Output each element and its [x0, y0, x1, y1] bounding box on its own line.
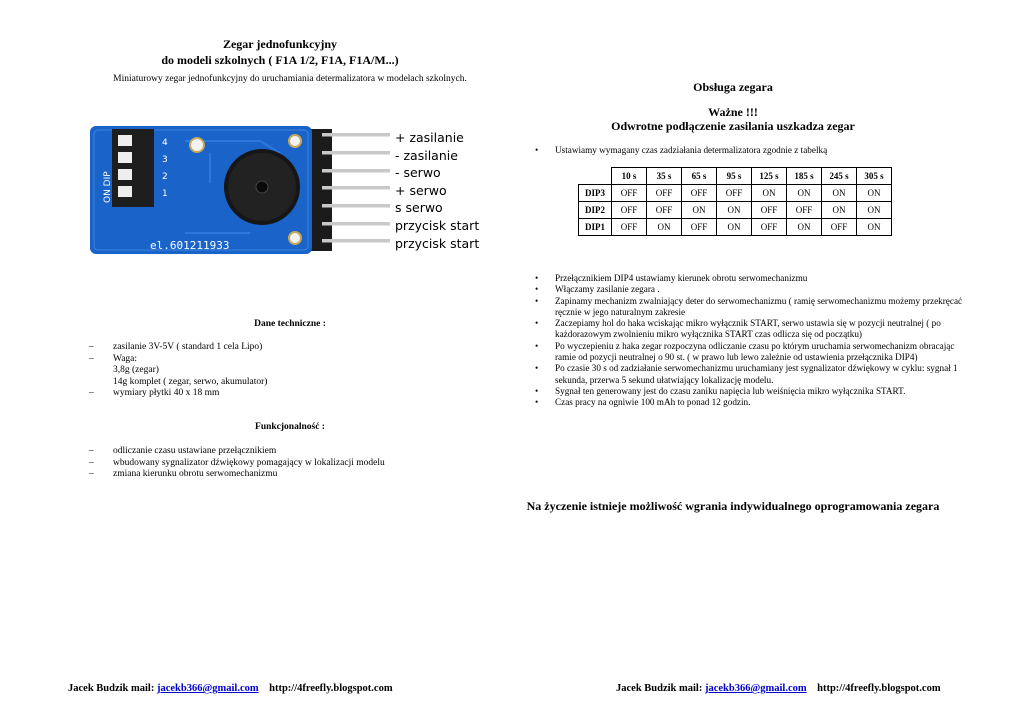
timer-board-photo [90, 123, 390, 256]
instruction-list [531, 273, 963, 409]
bullet-item: • Ustawiamy wymagany czas zadziałania determalizatora zgodnie z tabelką [531, 145, 951, 156]
table-header: 185 s [787, 168, 822, 185]
table-corner [579, 168, 612, 185]
table-cell: ON [822, 185, 857, 202]
footer-author: Jacek Budzik mail: [68, 683, 157, 694]
footer-author: Jacek Budzik mail: [616, 683, 705, 694]
footer-left [68, 683, 393, 694]
table-cell: ON [752, 185, 787, 202]
document-title [100, 36, 460, 68]
title-line-1: Zegar jednofunkcyjny [222, 37, 338, 51]
pin-label-6: przycisk start [395, 217, 480, 233]
table-cell: ON [857, 202, 892, 219]
row-header: DIP2 [579, 202, 612, 219]
func-item: – zmiana kierunku obrotu serwomechanizmu [89, 469, 509, 481]
custom-firmware-note: Na życzenie istnieje możliwość wgrania indywidualnego oprogramowania zegara [526, 499, 940, 513]
dip-table [578, 167, 892, 236]
table-cell: OFF [612, 219, 647, 236]
bullet-item: • Włączamy zasilanie zegara . [531, 284, 963, 295]
tech-item [89, 354, 489, 389]
table-cell: OFF [717, 185, 752, 202]
footer-right [616, 683, 941, 694]
table-cell: OFF [682, 219, 717, 236]
table-cell: OFF [612, 185, 647, 202]
dip-number-2: 3 [162, 155, 168, 165]
table-header: 35 s [647, 168, 682, 185]
table-cell: ON [682, 202, 717, 219]
footer-email-link[interactable]: jacekb366@gmail.com [156, 683, 259, 694]
bullet-item: • Po wyczepieniu z haka zegar rozpoczyna odliczanie czasu po którym uruchamia serwomechanizm obracając ramie od pozycji neutralnej o 90 st. ( w prawo lub lewo zależnie od ustawienia przełącznika DIP4) [531, 341, 963, 364]
pin-label-3: - serwo [395, 165, 441, 181]
table-cell: ON [822, 202, 857, 219]
bullet-item: • Po czasie 30 s od zadziałanie serwomechanizmu uruchamiany jest sygnalizator dźwiękowy w cyklu: sygnał 1 sekunda, przerwa 5 sekund ułatwiający lokalizację modelu. [531, 363, 963, 386]
weight-sub-2: 14g komplet ( zegar, serwo, akumulator) [113, 376, 268, 387]
table-cell: ON [717, 219, 752, 236]
table-cell: ON [787, 219, 822, 236]
pin-label-2: - zasilanie [395, 147, 458, 163]
weight-label: Waga: [113, 353, 138, 364]
bullet-item: • Przełącznikiem DIP4 ustawiamy kierunek obrotu serwomechanizmu [531, 273, 963, 284]
tech-heading: Dane techniczne : [254, 319, 326, 329]
bullet-item: • Sygnał ten generowany jest do czasu zaniku napięcia lub weiśnięcia mikro wyłącznika START. [531, 386, 963, 397]
table-cell: ON [857, 219, 892, 236]
footer-email-link[interactable]: jacekb366@gmail.com [704, 683, 807, 694]
table-header: 10 s [612, 168, 647, 185]
pin-label-4: + serwo [395, 182, 447, 198]
table-cell: ON [857, 185, 892, 202]
dip-number-3: 2 [162, 172, 168, 182]
table-header: 65 s [682, 168, 717, 185]
table-cell: ON [647, 219, 682, 236]
table-cell: ON [717, 202, 752, 219]
table-row [579, 219, 892, 236]
warning-2: Odwrotne podłączenie zasilania uszkadza zegar [611, 119, 855, 133]
dip-number-1: 4 [162, 138, 168, 148]
table-header: 125 s [752, 168, 787, 185]
func-list [89, 446, 509, 481]
table-row [579, 185, 892, 202]
table-cell: OFF [752, 219, 787, 236]
buzzer [224, 149, 300, 225]
table-cell: OFF [822, 219, 857, 236]
table-cell: OFF [647, 185, 682, 202]
tech-item: – zasilanie 3V-5V ( standard 1 cela Lipo) [89, 342, 489, 354]
table-cell: OFF [647, 202, 682, 219]
board-text: el.601211933 [150, 239, 230, 252]
row-header: DIP1 [579, 219, 612, 236]
footer-website: http://4freefly.blogspot.com [269, 683, 393, 694]
table-header: 95 s [717, 168, 752, 185]
func-item: – odliczanie czasu ustawiane przełącznikiem [89, 446, 509, 458]
bullet-item: • Zaczepiamy hol do haka wciskając mikro wyłącznik START, serwo ustawia się w pozycji neutralnej ( po każdorazowym zwolnieniu mikro wyłącznika START czas odlicza się od początku) [531, 318, 963, 341]
func-item: – wbudowany sygnalizator dźwiękowy pomagający w lokalizacji modelu [89, 458, 509, 470]
row-header: DIP3 [579, 185, 612, 202]
pin-label-7: przycisk start [395, 235, 480, 251]
tech-list [89, 342, 489, 400]
pin-label-5: s serwo [395, 200, 443, 216]
func-heading: Funkcjonalność : [255, 422, 325, 432]
table-cell: OFF [752, 202, 787, 219]
intro-text: Miniaturowy zegar jednofunkcyjny do uruchamiania determalizatora w modelach szkolnych. [113, 74, 467, 84]
pin-header [300, 129, 390, 251]
bullet-item: • Czas pracy na ogniwie 100 mAh to ponad 12 godzin. [531, 397, 963, 408]
table-row [579, 202, 892, 219]
pin-labels [395, 129, 479, 252]
bullet-item: • Zapinamy mechanizm zwalniający deter do serwomechanizmu ( ramię serwomechanizmu możemy przekręcać ręcznie w jego naturalnym zakresie [531, 296, 963, 319]
weight-sub-1: 3,8g (zegar) [113, 365, 159, 375]
first-bullet-list [531, 145, 951, 156]
table-header-row [579, 168, 892, 185]
table-cell: OFF [612, 202, 647, 219]
footer-website: http://4freefly.blogspot.com [817, 683, 941, 694]
table-cell: OFF [682, 185, 717, 202]
right-heading: Obsługa zegara [693, 80, 773, 94]
dip-label: ON DIP [103, 171, 113, 203]
warning-1: Ważne !!! [708, 105, 758, 119]
title-line-2: do modeli szkolnych ( F1A 1/2, F1A, F1A/M...) [161, 53, 399, 67]
tech-item: – wymiary płytki 40 x 18 mm [89, 388, 489, 400]
pin-label-1: + zasilanie [395, 130, 464, 145]
table-cell: ON [787, 185, 822, 202]
dip-number-4: 1 [162, 189, 168, 199]
dip-switch [112, 129, 154, 207]
table-header: 245 s [822, 168, 857, 185]
table-cell: OFF [787, 202, 822, 219]
table-header: 305 s [857, 168, 892, 185]
